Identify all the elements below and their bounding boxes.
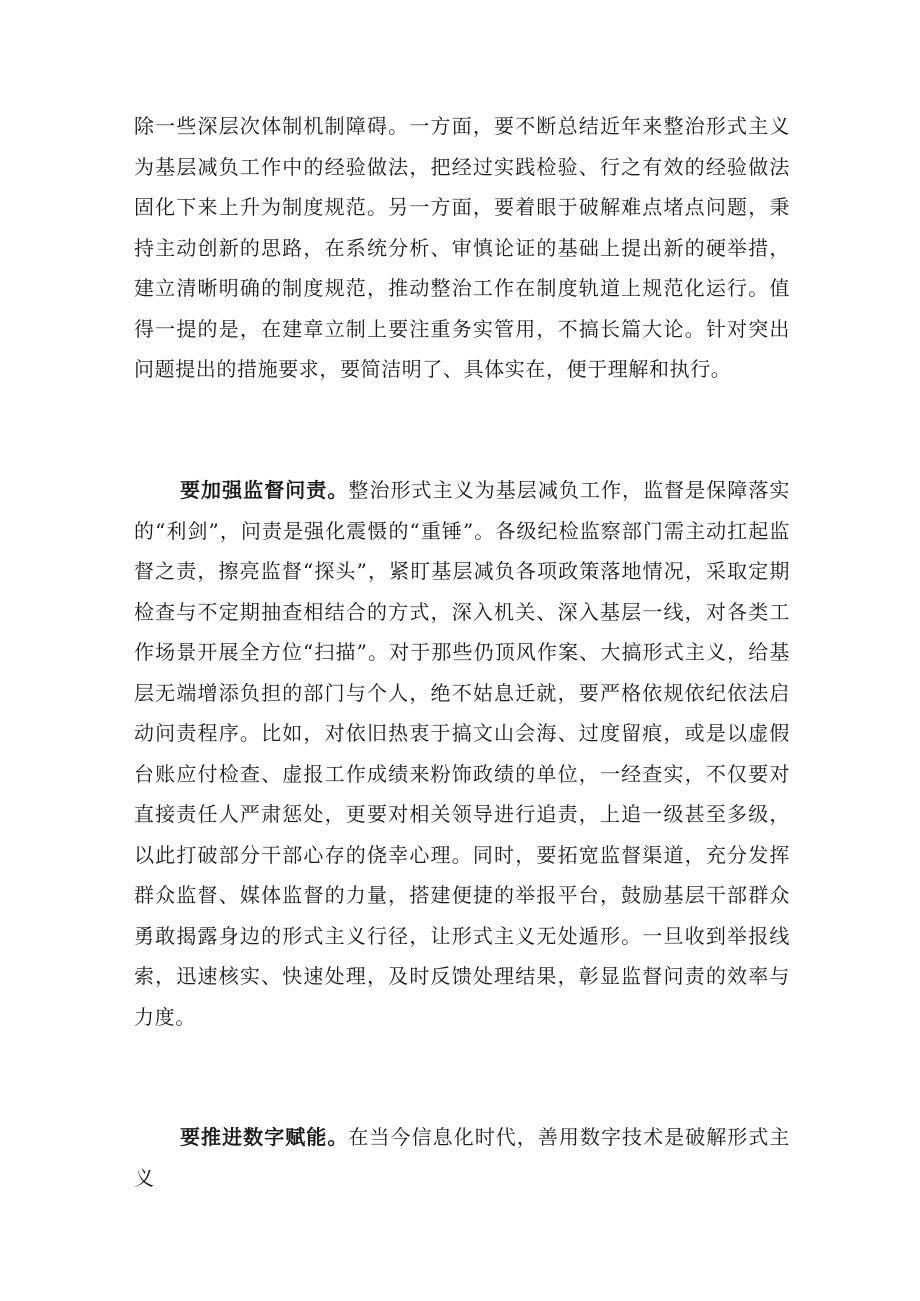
paragraph-lead-heading: 要加强监督问责。 <box>180 478 349 502</box>
paragraph-body: 整治形式主义为基层减负工作，监督是保障落实的“利剑”，问责是强化震慑的“重锤”。各级纪检监察部门需主动扛起监督之责，擦亮监督“探头”，紧盯基层减负各项政策落地情况，采取定期检查与不定期抽查相结合的方式，深入机关、深入基层一线，对各类工作场景开展全方位“扫描”。对于那些仍顶风作案、大搞形式主义，给基层无端增添负担的部门与个人，绝不姑息迁就，要严格依规依纪依法启动问责程序。比如，对依旧热衷于搞文山会海、过度留痕，或是以虚假台账应付检查、虚报工作成绩来粉饰政绩的单位，一经查实，不仅要对直接责任人严肃惩处，更要对相关领导进行追责，上追一级甚至多级，以此打破部分干部心存的侥幸心理。同时，要拓宽监督渠道，充分发挥群众监督、媒体监督的力量，搭建便捷的举报平台，鼓励基层干部群众勇敢揭露身边的形式主义行径，让形式主义无处遁形。一旦收到举报线索，迅速核实、快速处理，及时反馈处理结果，彰显监督问责的效率与力度。 <box>134 478 790 1029</box>
paragraph-body: 在当今信息化时代，善用数字技术是破解形式主义 <box>134 1125 790 1190</box>
paragraph-digital-empowerment <box>134 1117 790 1198</box>
paragraph-institutional-norms <box>134 106 790 390</box>
paragraph-supervision-accountability <box>134 470 790 1037</box>
paragraph-body: 除一些深层次体制机制障碍。一方面，要不断总结近年来整治形式主义为基层减负工作中的经验做法，把经过实践检验、行之有效的经验做法固化下来上升为制度规范。另一方面，要着眼于破解难点堵点问题，秉持主动创新的思路，在系统分析、审慎论证的基础上提出新的硬举措，建立清晰明确的制度规范，推动整治工作在制度轨道上规范化运行。值得一提的是，在建章立制上要注重务实管用，不搞长篇大论。针对突出问题提出的措施要求，要简洁明了、具体实在，便于理解和执行。 <box>134 114 790 381</box>
paragraph-lead-heading: 要推进数字赋能。 <box>180 1125 349 1149</box>
